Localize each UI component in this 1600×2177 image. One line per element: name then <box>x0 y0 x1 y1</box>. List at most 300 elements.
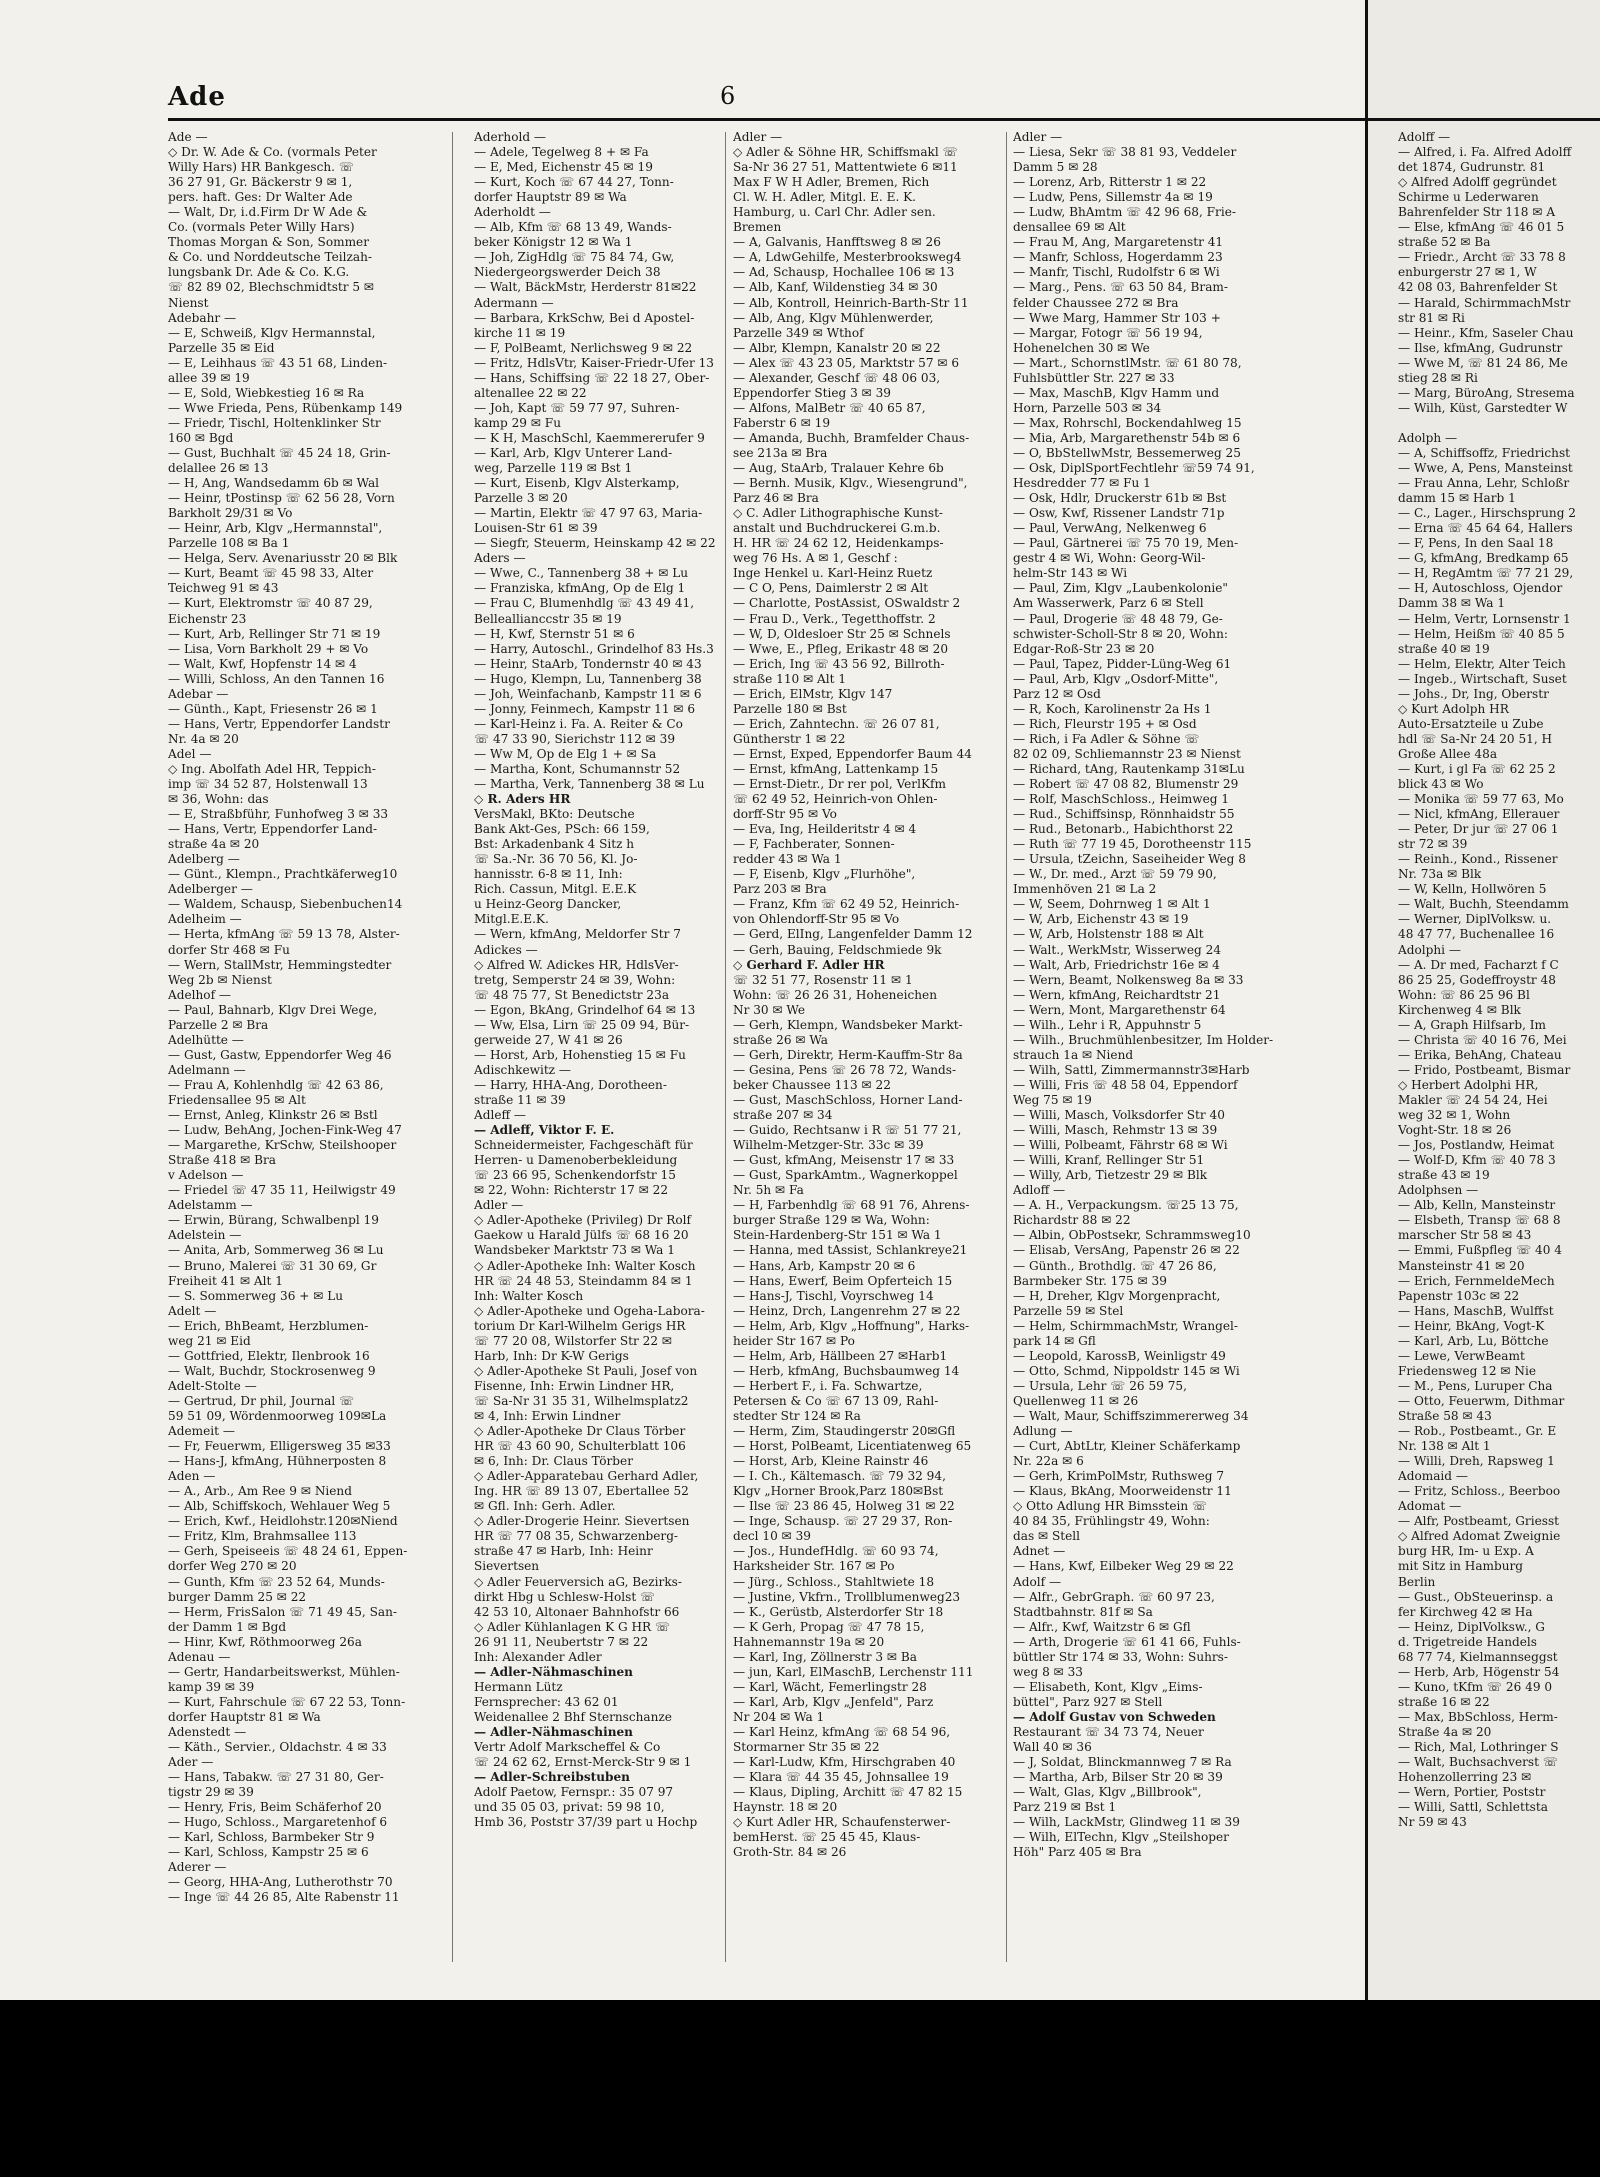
directory-entry-line: dorfer Hauptstr 81 ✉ Wa <box>168 1709 321 1724</box>
directory-entry-line: Nr 204 ✉ Wa 1 <box>733 1709 825 1724</box>
directory-entry-line: enburgerstr 27 ✉ 1, W <box>1398 265 1537 280</box>
directory-entry-line: — Alexander, Geschf ☏ 48 06 03, <box>733 370 941 385</box>
directory-entry-line: — G, kfmAng, Bredkamp 65 <box>1398 551 1569 566</box>
directory-entry-line: ◇ Ing. Abolfath Adel HR, Teppich- <box>168 761 376 776</box>
directory-entry-line: Haynstr. 18 ✉ 20 <box>733 1800 838 1815</box>
directory-entry-line: — Elisabeth, Kont, Klgv „Eims- <box>1013 1679 1203 1694</box>
directory-entry-line: — J, Soldat, Blinckmannweg 7 ✉ Ra <box>1013 1755 1232 1770</box>
directory-entry-line: — Gerh, Klempn, Wandsbeker Markt- <box>733 1017 963 1032</box>
directory-entry-line: Auto-Ersatzteile u Zube <box>1398 716 1544 731</box>
directory-entry-line: Adelhof — <box>168 987 231 1002</box>
directory-entry-line: — Willi, Kranf, Rellinger Str 51 <box>1013 1153 1205 1168</box>
directory-entry-line: — Martin, Elektr ☏ 47 97 63, Maria- <box>474 506 703 521</box>
directory-entry-line: das ✉ Stell <box>1013 1529 1081 1544</box>
directory-entry-line: — Frau M, Ang, Margaretenstr 41 <box>1013 235 1224 250</box>
directory-entry-line: Ade — <box>168 130 208 144</box>
directory-entry-line: 26 91 11, Neubertstr 7 ✉ 22 <box>474 1634 649 1649</box>
directory-entry-line: — Erich, Kwf., Heidlohstr.120✉Niend <box>168 1514 398 1529</box>
directory-entry-line: — Werner, DiplVolksw. u. <box>1398 912 1552 927</box>
directory-entry-line: Adolph — <box>1398 430 1458 445</box>
directory-entry-line: — Ursula, tZeichn, Saseiheider Weg 8 <box>1013 852 1246 867</box>
directory-entry-line: — Martha, Kont, Schumannstr 52 <box>474 761 681 776</box>
directory-entry-line: — Adler-Nähmaschinen <box>474 1724 633 1739</box>
directory-entry-line: — Gesina, Pens ☏ 26 78 72, Wands- <box>733 1062 957 1077</box>
directory-entry-line: — Heinr, tPostinsp ☏ 62 56 28, Vorn <box>168 491 395 506</box>
directory-entry-line: Nr. 5h ✉ Fa <box>733 1183 804 1198</box>
directory-entry-line: — Gust, MaschSchloss, Horner Land- <box>733 1093 963 1107</box>
directory-entry-line: Herren- u Damenoberbekleidung <box>474 1153 678 1168</box>
directory-entry-line: Richardstr 88 ✉ 22 <box>1013 1213 1131 1228</box>
directory-entry-line: Stein-Hardenberg-Str 151 ✉ Wa 1 <box>733 1228 942 1243</box>
directory-entry-line: — E, Leihhaus ☏ 43 51 68, Linden- <box>168 355 388 370</box>
directory-entry-line: Adolphi — <box>1398 942 1461 957</box>
directory-entry-line: ✉ 36, Wohn: das <box>168 792 269 807</box>
directory-entry-line: — Alfred, i. Fa. Alfred Adolff <box>1398 145 1572 160</box>
directory-entry-line: ◇ Kurt Adler HR, Schaufensterwer- <box>733 1815 951 1830</box>
directory-entry-line: burg HR, Im- u Exp. A <box>1398 1544 1534 1559</box>
directory-entry-line: Petersen & Co ☏ 67 13 09, Rahl- <box>733 1393 939 1408</box>
directory-entry-line: dorfer Hauptstr 89 ✉ Wa <box>474 190 627 205</box>
directory-entry-line: straße 52 ✉ Ba <box>1398 235 1491 250</box>
directory-entry-line: HR ☏ 43 60 90, Schulterblatt 106 <box>474 1439 686 1454</box>
directory-entry-line: Wall 40 ✉ 36 <box>1013 1740 1092 1755</box>
directory-entry-line: weg 76 Hs. A ✉ 1, Geschf : <box>733 551 898 566</box>
directory-entry-line: VersMakl, BKto: Deutsche <box>474 807 635 822</box>
directory-entry-line: — Walt, Buchdr, Stockrosenweg 9 <box>168 1363 376 1378</box>
directory-entry-line: — Martha, Arb, Bilser Str 20 ✉ 39 <box>1013 1770 1223 1785</box>
directory-entry-line: Parzelle 108 ✉ Ba 1 <box>168 536 290 551</box>
directory-entry-line: — Karl, Wächt, Femerlingstr 28 <box>733 1679 927 1694</box>
directory-entry-line: ☏ 48 75 77, St Benedictstr 23a <box>474 987 670 1002</box>
directory-entry-line: — W, Arb, Eichenstr 43 ✉ 19 <box>1013 912 1189 927</box>
directory-entry-line: mit Sitz in Hamburg <box>1398 1559 1524 1574</box>
directory-entry-line: — Erika, BehAng, Chateau <box>1398 1047 1562 1062</box>
directory-entry-line: Inge Henkel u. Karl-Heinz Ruetz <box>733 566 933 581</box>
directory-entry-line: — Paul, VerwAng, Nelkenweg 6 <box>1013 521 1207 536</box>
column-divider <box>452 132 453 1962</box>
directory-entry-line: ☏ 23 66 95, Schenkendorfstr 15 <box>474 1168 676 1183</box>
directory-entry-line: — Alb, Kontroll, Heinrich-Barth-Str 11 <box>733 295 969 310</box>
directory-entry-line: — Jos, Postlandw, Heimat <box>1398 1138 1555 1153</box>
directory-entry-line: der Damm 1 ✉ Bgd <box>168 1619 287 1634</box>
directory-entry-line: — Gust, SparkAmtm., Wagnerkoppel <box>733 1168 958 1183</box>
directory-entry-line: — Helm, Arb, Klgv „Hoffnung", Harks- <box>733 1318 970 1333</box>
directory-entry-line: — Käth., Servier., Oldachstr. 4 ✉ 33 <box>168 1740 387 1755</box>
directory-entry-line: Adenstedt — <box>168 1724 247 1739</box>
directory-entry-line: — Wilh., Lehr i R, Appuhnstr 5 <box>1013 1017 1202 1032</box>
directory-entry-line: Hamburg, u. Carl Chr. Adler sen. <box>733 205 936 220</box>
directory-entry-line: — Willi, Masch, Rehmstr 13 ✉ 39 <box>1013 1123 1218 1138</box>
directory-entry-line: — Friedr., Archt ☏ 33 78 8 <box>1398 250 1566 265</box>
directory-entry-line: Parz 203 ✉ Bra <box>733 882 827 897</box>
directory-entry-line: Harksheider Str. 167 ✉ Po <box>733 1559 895 1574</box>
directory-entry-line: — Franziska, kfmAng, Op de Elg 1 <box>474 581 686 596</box>
directory-entry-line: — Gerh, Bauing, Feldschmiede 9k <box>733 942 942 957</box>
directory-entry-line: Hohenzollerring 23 ✉ <box>1398 1770 1532 1785</box>
directory-entry-line: Nr. 73a ✉ Blk <box>1398 867 1482 882</box>
directory-entry-line: — Reinh., Kond., Rissener <box>1398 852 1558 867</box>
directory-entry-line: pers. haft. Ges: Dr Walter Ade <box>168 190 353 205</box>
directory-entry-line: — W., Dr. med., Arzt ☏ 59 79 90, <box>1013 867 1217 882</box>
directory-entry-line: — Harald, SchirmmachMstr <box>1398 295 1571 310</box>
directory-entry-line: — Helm, Heißm ☏ 40 85 5 <box>1398 626 1565 641</box>
directory-entry-line: Adolphsen — <box>1398 1183 1479 1198</box>
directory-entry-line: allee 39 ✉ 19 <box>168 370 250 385</box>
directory-entry-line: — Lisa, Vorn Barkholt 29 + ✉ Vo <box>168 641 369 656</box>
directory-entry-line: — Arth, Drogerie ☏ 61 41 66, Fuhls- <box>1013 1634 1241 1649</box>
directory-entry-line: — Alb, Kfm ☏ 68 13 49, Wands- <box>474 220 672 235</box>
directory-entry-line: — Ruth ☏ 77 19 45, Dorotheenstr 115 <box>1013 837 1252 852</box>
directory-entry-line: — Klaus, Dipling, Architt ☏ 47 82 15 <box>733 1785 963 1800</box>
directory-entry-line: — Justine, Vkfrn., Trollblumenweg23 <box>733 1589 961 1604</box>
directory-entry-line: Friedensweg 12 ✉ Nie <box>1398 1363 1537 1378</box>
directory-entry-line: Bst: Arkadenbank 4 Sitz h <box>474 837 635 852</box>
directory-entry-line: — Klara ☏ 44 35 45, Johnsallee 19 <box>733 1770 949 1785</box>
directory-entry-line: — Karl, Arb, Lu, Böttche <box>1398 1333 1549 1348</box>
directory-entry-line: — Christa ☏ 40 16 76, Mei <box>1398 1032 1567 1047</box>
directory-entry-line: — Monika ☏ 59 77 63, Mo <box>1398 792 1564 807</box>
directory-entry-line: — Frau A, Kohlenhdlg ☏ 42 63 86, <box>168 1077 384 1092</box>
directory-entry-line: weg 32 ✉ 1, Wohn <box>1398 1108 1511 1123</box>
directory-entry-line: — Hanna, med tAssist, Schlankreye21 <box>733 1243 968 1258</box>
directory-entry-line: — Max, BbSchloss, Herm- <box>1398 1709 1558 1724</box>
directory-entry-line: kamp 29 ✉ Fu <box>474 415 561 430</box>
directory-entry-line: ☏ 77 20 08, Wilstorfer Str 22 ✉ <box>474 1333 672 1348</box>
directory-entry-line: — Otto, Schmd, Nippoldstr 145 ✉ Wi <box>1013 1363 1240 1378</box>
directory-entry-line: straße 43 ✉ 19 <box>1398 1168 1490 1183</box>
directory-entry-line: Kirchenweg 4 ✉ Blk <box>1398 1002 1521 1017</box>
directory-entry-line: 86 25 25, Godeffroystr 48 <box>1398 972 1556 987</box>
directory-entry-line: — Heinz, Drch, Langenrehm 27 ✉ 22 <box>733 1303 961 1318</box>
directory-entry-line: heider Str 167 ✉ Po <box>733 1333 855 1348</box>
directory-entry-line: Wohn: ☏ 26 26 31, Hoheneichen <box>733 987 937 1002</box>
directory-entry-line: — Bruno, Malerei ☏ 31 30 69, Gr <box>168 1258 377 1273</box>
directory-entry-line: Adebahr — <box>168 310 237 325</box>
directory-entry-line: — Fritz, Klm, Brahmsallee 113 <box>168 1529 357 1544</box>
directory-entry-line: — Johs., Dr, Ing, Oberstr <box>1398 686 1549 701</box>
column-3 <box>733 130 1008 1970</box>
directory-entry-line: Hmb 36, Poststr 37/39 part u Hochp <box>474 1815 698 1830</box>
directory-entry-line: kirche 11 ✉ 19 <box>474 325 566 340</box>
directory-entry-line: — A. H., Verpackungsm. ☏25 13 75, <box>1013 1198 1239 1213</box>
directory-entry-line: — Ilse ☏ 23 86 45, Holweg 31 ✉ 22 <box>733 1499 955 1514</box>
directory-entry-line: — Günt., Klempn., Prachtkäferweg10 <box>168 867 398 882</box>
directory-entry-line: — Fr, Feuerwm, Elligersweg 35 ✉33 <box>168 1439 391 1454</box>
directory-entry-line: Barmbeker Str. 175 ✉ 39 <box>1013 1273 1167 1288</box>
directory-entry-line: ◇ Otto Adlung HR Bimsstein ☏ <box>1013 1499 1208 1514</box>
directory-entry-line: straße 16 ✉ 22 <box>1398 1694 1490 1709</box>
directory-entry-line: — Erich, Zahntechn. ☏ 26 07 81, <box>733 716 940 731</box>
column-1 <box>168 130 443 1970</box>
directory-entry-line: — Wilh, LackMstr, Glindweg 11 ✉ 39 <box>1013 1815 1240 1830</box>
directory-entry-line: — Willy, Arb, Tietzestr 29 ✉ Blk <box>1013 1168 1208 1183</box>
directory-entry-line: Inh: Alexander Adler <box>474 1649 602 1664</box>
directory-entry-line: ✉ 22, Wohn: Richterstr 17 ✉ 22 <box>474 1183 669 1198</box>
directory-entry-line: — Walt, Kwf, Hopfenstr 14 ✉ 4 <box>168 656 357 671</box>
directory-entry-line: — Alex ☏ 43 23 05, Marktstr 57 ✉ 6 <box>733 355 960 370</box>
directory-entry-line: Höh" Parz 405 ✉ Bra <box>1013 1845 1142 1860</box>
directory-entry-line: — E, Straßbführ, Funhofweg 3 ✉ 33 <box>168 807 389 822</box>
directory-entry-line: — Gerh, KrimPolMstr, Ruthsweg 7 <box>1013 1469 1225 1484</box>
directory-entry-line: — Amanda, Buchh, Bramfelder Chaus- <box>733 430 970 445</box>
directory-entry-line: ☏ Sa.-Nr. 36 70 56, Kl. Jo- <box>474 852 638 867</box>
directory-entry-line: — W, D, Oldesloer Str 25 ✉ Schnels <box>733 626 951 641</box>
directory-entry-line: — Paul, Zim, Klgv „Laubenkolonie" <box>1013 581 1228 596</box>
directory-entry-line: 42 53 10, Altonaer Bahnhofstr 66 <box>474 1604 680 1619</box>
directory-entry-line: — Hinr, Kwf, Röthmoorweg 26a <box>168 1634 362 1649</box>
directory-entry-line: — Adler-Schreibstuben <box>474 1770 630 1785</box>
directory-entry-line: ◇ Gerhard F. Adler HR <box>733 957 885 972</box>
directory-entry-line: lungsbank Dr. Ade & Co. K.G. <box>168 265 350 280</box>
directory-entry-line: — S. Sommerweg 36 + ✉ Lu <box>168 1288 344 1303</box>
directory-entry-line: blick 43 ✉ Wo <box>1398 777 1484 792</box>
directory-entry-line: Nr 30 ✉ We <box>733 1002 806 1017</box>
directory-entry-line: — A, Galvanis, Hanfftsweg 8 ✉ 26 <box>733 235 941 250</box>
directory-entry-line: Adebar — <box>168 686 229 701</box>
directory-entry-line: ◇ Adler-Drogerie Heinr. Sievertsen <box>474 1514 690 1529</box>
directory-entry-line: — Wwe Frieda, Pens, Rübenkamp 149 <box>168 400 403 415</box>
directory-entry-line: Mitgl.E.E.K. <box>474 912 549 927</box>
directory-entry-line: Cl. W. H. Adler, Mitgl. E. E. K. <box>733 190 917 205</box>
directory-entry-line: — Ernst, Anleg, Klinkstr 26 ✉ Bstl <box>168 1108 378 1123</box>
directory-entry-line: — Siegfr, Steuerm, Heinskamp 42 ✉ 22 <box>474 536 716 551</box>
directory-entry-line: — Ernst-Dietr., Dr rer pol, VerlKfm <box>733 777 946 792</box>
directory-entry-line: — Egon, BkAng, Grindelhof 64 ✉ 13 <box>474 1002 696 1017</box>
directory-entry-line: — Gertr, Handarbeitswerkst, Mühlen- <box>168 1664 400 1679</box>
directory-entry-line: 160 ✉ Bgd <box>168 430 234 445</box>
directory-entry-line: — Else, kfmAng ☏ 46 01 5 <box>1398 220 1565 235</box>
directory-entry-line: — Curt, AbtLtr, Kleiner Schäferkamp <box>1013 1439 1241 1454</box>
directory-entry-line: — O, BbStellwMstr, Bessemerweg 25 <box>1013 445 1241 460</box>
directory-entry-line: — Herm, FrisSalon ☏ 71 49 45, San- <box>168 1604 397 1619</box>
directory-entry-line: — Wilh, Küst, Garstedter W <box>1398 400 1568 415</box>
directory-entry-line: — Paul, Gärtnerei ☏ 75 70 19, Men- <box>1013 536 1239 551</box>
directory-entry-line: — Kurt, i gl Fa ☏ 62 25 2 <box>1398 761 1556 776</box>
directory-entry-line: Quellenweg 11 ✉ 26 <box>1013 1393 1139 1408</box>
directory-entry-line: Friedensallee 95 ✉ Alt <box>168 1093 306 1107</box>
directory-entry-line: — Walt, Buchh, Steendamm <box>1398 897 1569 912</box>
directory-entry-line: — Willi, Schloss, An den Tannen 16 <box>168 671 385 686</box>
directory-entry-line: str 72 ✉ 39 <box>1398 837 1468 852</box>
directory-entry-line: bemHerst. ☏ 25 45 45, Klaus- <box>733 1830 921 1845</box>
directory-entry-line: — Wern, StallMstr, Hemmingstedter <box>168 957 392 972</box>
directory-entry-line: Mansteinstr 41 ✉ 20 <box>1398 1258 1525 1273</box>
directory-entry-line: 42 08 03, Bahrenfelder St <box>1398 280 1558 295</box>
directory-entry-line: — E, Sold, Wiebkestieg 16 ✉ Ra <box>168 385 365 400</box>
header-rule <box>1368 118 1600 121</box>
directory-entry-line: — Wern, kfmAng, Meldorfer Str 7 <box>474 927 681 942</box>
directory-entry-line: see 213a ✉ Bra <box>733 445 828 460</box>
directory-entry-line: — Karl-Ludw, Kfm, Hirschgraben 40 <box>733 1755 956 1770</box>
directory-entry-line: — Walt, Dr, i.d.Firm Dr W Ade & <box>168 205 368 220</box>
directory-entry-line: Fuhlsbüttler Str. 227 ✉ 33 <box>1013 370 1175 385</box>
directory-entry-line: — Walt, Buchsachverst ☏ <box>1398 1755 1558 1770</box>
directory-entry-line: — Karl, Schloss, Barmbeker Str 9 <box>168 1830 375 1845</box>
directory-entry-line: — Karl, Arb, Klgv „Jenfeld", Parz <box>733 1694 934 1709</box>
directory-entry-line: — Joh, Weinfachanb, Kampstr 11 ✉ 6 <box>474 686 702 701</box>
directory-entry-line: tigstr 29 ✉ 39 <box>168 1785 254 1800</box>
directory-entry-line: — Joh, ZigHdlg ☏ 75 84 74, Gw, <box>474 250 675 265</box>
directory-entry-line: — Wern, kfmAng, Reichardtstr 21 <box>1013 987 1221 1002</box>
directory-entry-line: Hahnemannstr 19a ✉ 20 <box>733 1634 885 1649</box>
directory-entry-line: — Wwe, A, Pens, Mansteinst <box>1398 461 1573 476</box>
directory-entry-line: — Ernst, Exped, Eppendorfer Baum 44 <box>733 746 972 761</box>
directory-entry-line: Niedergeorgswerder Deich 38 <box>474 265 661 280</box>
directory-entry-line: Berlin <box>1398 1574 1436 1589</box>
directory-entry-line: imp ☏ 34 52 87, Holstenwall 13 <box>168 777 368 792</box>
directory-entry-line: — Gertrud, Dr phil, Journal ☏ <box>168 1393 355 1408</box>
directory-entry-line: — Kurt, Fahrschule ☏ 67 22 53, Tonn- <box>168 1694 406 1709</box>
directory-entry-line: Adler — <box>1013 130 1063 144</box>
directory-entry-line: — Gust., ObSteuerinsp. a <box>1398 1589 1554 1604</box>
directory-entry-line: — Hans, MaschB, Wulffst <box>1398 1303 1554 1318</box>
directory-entry-line: — Osw, Kwf, Rissener Landstr 71p <box>1013 506 1225 521</box>
directory-entry-line: ◇ Adler-Apotheke Inh: Walter Kosch <box>474 1258 696 1273</box>
directory-entry-line: Fisenne, Inh: Erwin Lindner HR, <box>474 1378 675 1393</box>
directory-entry-line: — Harry, Autoschl., Grindelhof 83 Hs.3 <box>474 641 714 656</box>
directory-entry-line: — Peter, Dr jur ☏ 27 06 1 <box>1398 822 1559 837</box>
directory-entry-line: — Helga, Serv. Avenariusstr 20 ✉ Blk <box>168 551 398 566</box>
directory-entry-line: Thomas Morgan & Son, Sommer <box>168 235 369 250</box>
directory-entry-line: Parzelle 180 ✉ Bst <box>733 701 847 716</box>
directory-entry-line: Aderholdt — <box>474 205 551 220</box>
directory-entry-line: — Liesa, Sekr ☏ 38 81 93, Veddeler <box>1013 145 1237 160</box>
directory-entry-line: — A., Arb., Am Ree 9 ✉ Niend <box>168 1484 352 1499</box>
directory-entry-line: — I. Ch., Kältemasch. ☏ 79 32 94, <box>733 1469 946 1484</box>
directory-entry-line: Ader — <box>168 1755 214 1770</box>
directory-entry-line: — Frido, Postbeamt, Bismar <box>1398 1062 1571 1077</box>
directory-entry-line: Nr. 22a ✉ 6 <box>1013 1454 1084 1469</box>
directory-entry-line: HR ☏ 77 08 35, Schwarzenberg- <box>474 1529 679 1544</box>
directory-entry-line: — Elsbeth, Transp ☏ 68 8 <box>1398 1213 1561 1228</box>
directory-entry-line: H. HR ☏ 24 62 12, Heidenkamps- <box>733 536 944 551</box>
directory-entry-line: — Ludw, BhAmtm ☏ 42 96 68, Frie- <box>1013 205 1236 220</box>
directory-entry-line: — Eva, Ing, Heilderitstr 4 ✉ 4 <box>733 822 917 837</box>
directory-entry-line: Straße 418 ✉ Bra <box>168 1153 276 1168</box>
directory-entry-line: — Erich, BhBeamt, Herzblumen- <box>168 1318 369 1333</box>
directory-entry-line: — Waldem, Schausp, Siebenbuchen14 <box>168 897 403 912</box>
directory-entry-line: — Kurt, Elektromstr ☏ 40 87 29, <box>168 596 373 611</box>
directory-entry-line: — Heinr., Kfm, Saseler Chau <box>1398 325 1574 340</box>
directory-entry-line: Weidenallee 2 Bhf Sternschanze <box>474 1709 672 1724</box>
directory-entry-line: hannisstr. 6-8 ✉ 11, Inh: <box>474 867 623 882</box>
directory-entry-line: — Rud., Betonarb., Habichthorst 22 <box>1013 822 1234 837</box>
directory-entry-line: — Alfr., GebrGraph. ☏ 60 97 23, <box>1013 1589 1215 1604</box>
directory-entry-line: — Helm, Arb, Hällbeen 27 ✉Harb1 <box>733 1348 948 1363</box>
directory-entry-line: — Hugo, Klempn, Lu, Tannenberg 38 <box>474 671 702 686</box>
directory-entry-line: — Frau C, Blumenhdlg ☏ 43 49 41, <box>474 596 695 611</box>
directory-entry-line: Adolf Paetow, Fernspr.: 35 07 97 <box>474 1785 674 1800</box>
directory-entry-line: Damm 38 ✉ Wa 1 <box>1398 596 1506 611</box>
directory-entry-line: — Inge ☏ 44 26 85, Alte Rabenstr 11 <box>168 1890 400 1905</box>
directory-entry-line: Sievertsen <box>474 1559 540 1574</box>
directory-entry-line: — Gerd, ElIng, Langenfelder Damm 12 <box>733 927 973 942</box>
directory-entry-line: tretg, Semperstr 24 ✉ 39, Wohn: <box>474 972 676 987</box>
directory-entry-line: dorfer Weg 270 ✉ 20 <box>168 1559 297 1574</box>
directory-entry-line: dirkt Hbg u Schlesw-Holst ☏ <box>474 1589 656 1604</box>
directory-entry-line: — Rolf, MaschSchloss., Heimweg 1 <box>1013 792 1230 807</box>
directory-entry-line: — Ludw, Pens, Sillemstr 4a ✉ 19 <box>1013 190 1213 205</box>
directory-entry-line: Stadtbahnstr. 81f ✉ Sa <box>1013 1604 1153 1619</box>
directory-entry-line: — Gerh, Direktr, Herm-Kauffm-Str 8a <box>733 1047 963 1062</box>
directory-entry-line: — Manfr, Schloss, Hogerdamm 23 <box>1013 250 1223 265</box>
directory-entry-line: — Hans-J, Tischl, Voyrschweg 14 <box>733 1288 934 1303</box>
directory-entry-line: Nr. 4a ✉ 20 <box>168 731 239 746</box>
directory-entry-line: & Co. und Norddeutsche Teilzah- <box>168 250 372 265</box>
directory-entry-line: straße 207 ✉ 34 <box>733 1108 833 1123</box>
directory-entry-line: Adickes — <box>474 942 538 957</box>
directory-entry-line: 68 77 74, Kielmannseggst <box>1398 1649 1558 1664</box>
directory-entry-line: — F, PolBeamt, Nerlichsweg 9 ✉ 22 <box>474 340 693 355</box>
directory-entry-line: — Joh, Kapt ☏ 59 77 97, Suhren- <box>474 400 680 415</box>
directory-entry-line: — Elisab, VersAng, Papenstr 26 ✉ 22 <box>1013 1243 1240 1258</box>
directory-entry-line: Adenau — <box>168 1649 231 1664</box>
directory-entry-line: Belleallianccstr 35 ✉ 19 <box>474 611 622 626</box>
directory-entry-line: — Helm, SchirmmachMstr, Wrangel- <box>1013 1318 1238 1333</box>
directory-entry-line: — Anita, Arb, Sommerweg 36 ✉ Lu <box>168 1243 384 1258</box>
directory-entry-line: — Heinr, Arb, Klgv „Hermannstal", <box>168 521 383 536</box>
directory-entry-line: Restaurant ☏ 34 73 74, Neuer <box>1013 1724 1204 1739</box>
directory-entry-line: — C., Lager., Hirschsprung 2 <box>1398 506 1576 521</box>
column-divider <box>1006 132 1007 1962</box>
directory-entry-line: — Herb, kfmAng, Buchsbaumweg 14 <box>733 1363 960 1378</box>
directory-entry-line: — Max, Rohrschl, Bockendahlweg 15 <box>1013 415 1242 430</box>
directory-entry-line: — E, Med, Eichenstr 45 ✉ 19 <box>474 160 653 175</box>
directory-entry-line: — Ilse, kfmAng, Gudrunstr <box>1398 340 1563 355</box>
directory-entry-line: Adler — <box>474 1198 524 1213</box>
directory-entry-line: strauch 1a ✉ Niend <box>1013 1047 1134 1062</box>
directory-entry-line: — Robert ☏ 47 08 82, Blumenstr 29 <box>1013 777 1239 792</box>
directory-entry-line: — W, Arb, Holstenstr 188 ✉ Alt <box>1013 927 1204 942</box>
directory-entry-line: — Wilh., Bruchmühlenbesitzer, Im Holder- <box>1013 1032 1274 1047</box>
directory-entry-line: — Gust, Gastw, Eppendorfer Weg 46 <box>168 1047 392 1062</box>
directory-entry-line: — Erich, ElMstr, Klgv 147 <box>733 686 893 701</box>
directory-entry-line: fer Kirchweg 42 ✉ Ha <box>1398 1604 1533 1619</box>
directory-entry-line: — Ww, Elsa, Lirn ☏ 25 09 94, Bür- <box>474 1017 690 1032</box>
directory-entry-line: — Jonny, Feinmech, Kampstr 11 ✉ 6 <box>474 701 696 716</box>
directory-entry-line: — Horst, Arb, Kleine Rainstr 46 <box>733 1454 929 1469</box>
directory-entry-line: — Erwin, Bürang, Schwalbenpl 19 <box>168 1213 379 1228</box>
directory-entry-line: — Fritz, Schloss., Beerboo <box>1398 1484 1561 1499</box>
directory-entry-line: — Martha, Verk, Tannenberg 38 ✉ Lu <box>474 777 705 792</box>
directory-entry-line: Co. (vormals Peter Willy Hars) <box>168 220 355 235</box>
header-rule <box>168 118 1365 121</box>
directory-entry-line: Louisen-Str 61 ✉ 39 <box>474 521 598 536</box>
directory-entry-line: büttler Str 174 ✉ 33, Wohn: Suhrs- <box>1013 1649 1228 1664</box>
directory-entry-line: weg, Parzelle 119 ✉ Bst 1 <box>474 461 633 476</box>
directory-entry-line: — Ludw, BehAng, Jochen-Fink-Weg 47 <box>168 1123 402 1138</box>
directory-entry-line: — Kurt, Koch ☏ 67 44 27, Tonn- <box>474 175 674 190</box>
directory-entry-line: Adelheim — <box>168 912 242 927</box>
directory-entry-line: — Lewe, VerwBeamt <box>1398 1348 1525 1363</box>
directory-entry-line: — A, LdwGehilfe, Mesterbrooksweg4 <box>733 250 962 265</box>
directory-entry-line: — Adele, Tegelweg 8 + ✉ Fa <box>474 145 649 160</box>
directory-entry-line: — Karl, Arb, Klgv Unterer Land- <box>474 445 673 460</box>
directory-entry-line: — Albr, Klempn, Kanalstr 20 ✉ 22 <box>733 340 941 355</box>
directory-entry-line: Inh: Walter Kosch <box>474 1288 584 1303</box>
directory-entry-line: — F, Fachberater, Sonnen- <box>733 837 895 852</box>
directory-entry-line: det 1874, Gudrunstr. 81 <box>1398 160 1546 175</box>
directory-entry-line: — K H, MaschSchl, Kaemmererufer 9 <box>474 430 705 445</box>
directory-entry-line: — W, Seem, Dohrnweg 1 ✉ Alt 1 <box>1013 897 1211 912</box>
directory-entry-line: Weg 2b ✉ Nienst <box>168 972 272 987</box>
directory-entry-line: 48 47 77, Buchenallee 16 <box>1398 927 1555 942</box>
directory-entry-line: — Bernh. Musik, Klgv., Wiesengrund", <box>733 476 968 491</box>
directory-entry-line: Adelmann — <box>168 1062 246 1077</box>
directory-entry-line: — Hans, Tabakw. ☏ 27 31 80, Ger- <box>168 1770 384 1785</box>
directory-entry-line: ✉ 6, Inh: Dr. Claus Törber <box>474 1454 633 1469</box>
directory-entry-line: — Günth., Kapt, Friesenstr 26 ✉ 1 <box>168 701 378 716</box>
